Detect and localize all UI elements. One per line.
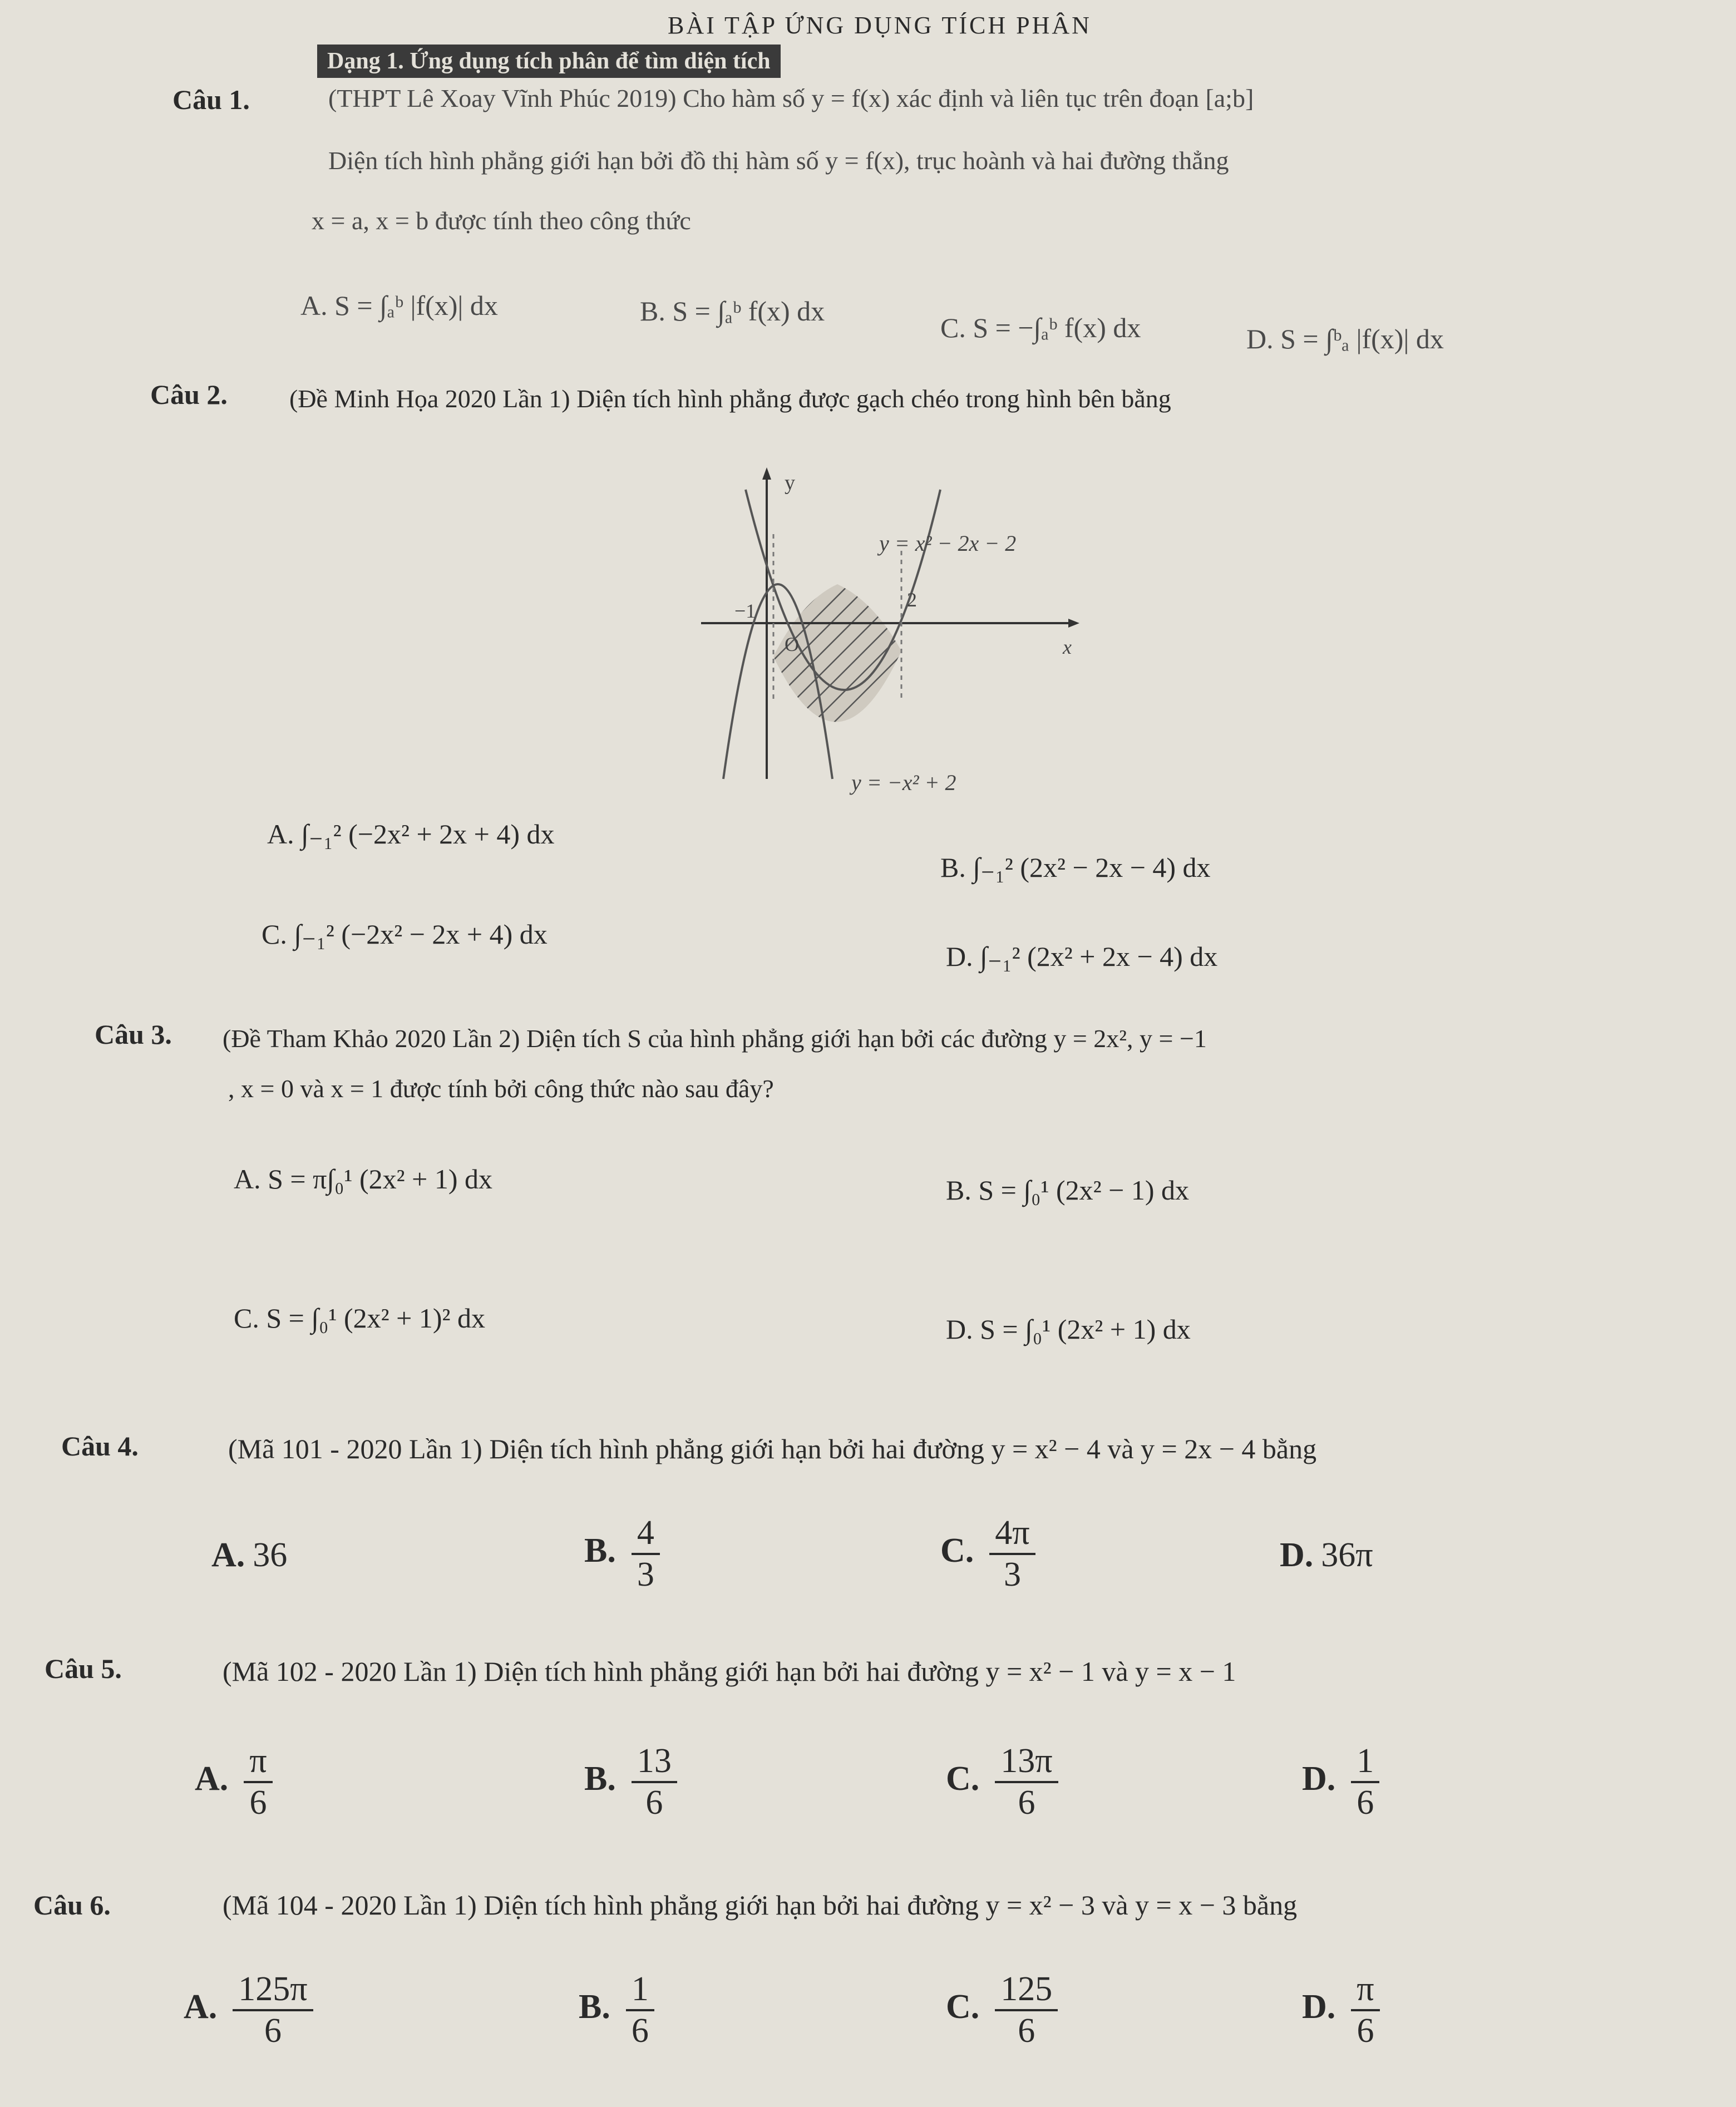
q6-text: (Mã 104 - 2020 Lần 1) Diện tích hình phẳng giới hạn bởi hai đường y = x² − 3 và y = x − 3 bằng bbox=[223, 1889, 1298, 1921]
q5-option-d-fraction: $\frac{1}{6}$ bbox=[1351, 1741, 1379, 1823]
q4-option-d-letter: D. bbox=[1280, 1536, 1314, 1574]
q2-option-c[interactable]: C. ∫₋₁² (−2x² − 2x + 4) dx bbox=[262, 919, 548, 950]
q5-option-a[interactable] bbox=[195, 1741, 273, 1823]
q6-option-b-fraction: $\frac{1}{6}$ bbox=[626, 1970, 654, 2051]
q5-text: (Mã 102 - 2020 Lần 1) Diện tích hình phẳng giới hạn bởi hai đường y = x² − 1 và y = x − 1 bbox=[223, 1656, 1236, 1687]
q5-option-a-fraction: $\frac{\pi}{6}$ bbox=[244, 1741, 272, 1823]
curve2-label: y = −x² + 2 bbox=[851, 770, 956, 795]
q1-option-c[interactable]: C. S = −∫ₐᵇ f(x) dx bbox=[940, 312, 1141, 343]
q4-label: Câu 4. bbox=[61, 1430, 139, 1462]
q1-text-line3: x = a, x = b được tính theo công thức bbox=[312, 206, 691, 235]
q6-option-c-fraction: $\frac{125}{6}$ bbox=[995, 1970, 1058, 2051]
q4-option-c[interactable] bbox=[940, 1513, 1035, 1595]
q6-option-d-letter: D. bbox=[1302, 1988, 1336, 2026]
q3-option-c[interactable]: C. S = ∫₀¹ (2x² + 1)² dx bbox=[234, 1302, 485, 1334]
q6-option-b-letter: B. bbox=[579, 1988, 610, 2026]
q6-option-a[interactable] bbox=[184, 1970, 313, 2051]
q4-option-a[interactable] bbox=[211, 1536, 287, 1575]
curve1-label: y = x² − 2x − 2 bbox=[879, 531, 1017, 556]
q4-option-d[interactable] bbox=[1280, 1536, 1373, 1575]
q3-label: Câu 3. bbox=[95, 1019, 172, 1050]
q5-option-b[interactable] bbox=[584, 1741, 677, 1823]
worksheet-title: BÀI TẬP ỨNG DỤNG TÍCH PHÂN bbox=[668, 12, 1092, 39]
x-axis-label: x bbox=[1063, 636, 1072, 658]
origin-label: O bbox=[785, 633, 799, 655]
q5-option-c-letter: C. bbox=[946, 1760, 980, 1798]
q4-option-c-letter: C. bbox=[940, 1532, 974, 1570]
section-heading: Dạng 1. Ứng dụng tích phân để tìm diện tích bbox=[317, 45, 781, 78]
q5-option-b-fraction: $\frac{13}{6}$ bbox=[632, 1741, 677, 1823]
q5-option-c[interactable] bbox=[946, 1741, 1058, 1823]
q4-option-b-letter: B. bbox=[584, 1532, 616, 1570]
q6-option-a-fraction: $\frac{125\pi}{6}$ bbox=[233, 1970, 313, 2051]
q3-option-b[interactable]: B. S = ∫₀¹ (2x² − 1) dx bbox=[946, 1175, 1189, 1206]
tick-neg1: −1 bbox=[734, 600, 756, 622]
q5-option-d-letter: D. bbox=[1302, 1760, 1336, 1798]
q4-option-d-value: 36π bbox=[1321, 1536, 1373, 1574]
q6-option-c-letter: C. bbox=[946, 1988, 980, 2026]
q1-text-line2: Diện tích hình phẳng giới hạn bởi đồ thị hàm số y = f(x), trục hoành và hai đường thẳng bbox=[328, 146, 1229, 175]
q5-option-c-fraction: $\frac{13\pi}{6}$ bbox=[995, 1741, 1058, 1823]
q6-option-a-letter: A. bbox=[184, 1988, 218, 2026]
q4-text: (Mã 101 - 2020 Lần 1) Diện tích hình phẳng giới hạn bởi hai đường y = x² − 4 và y = 2x − 4 bằng bbox=[228, 1433, 1317, 1464]
q5-label: Câu 5. bbox=[45, 1653, 122, 1684]
q1-option-b[interactable]: B. S = ∫ₐᵇ f(x) dx bbox=[640, 295, 825, 327]
q3-option-a[interactable]: A. S = π∫₀¹ (2x² + 1) dx bbox=[234, 1163, 492, 1195]
q5-option-b-letter: B. bbox=[584, 1760, 616, 1798]
tick-2: 2 bbox=[907, 589, 917, 611]
q4-option-a-letter: A. bbox=[211, 1536, 245, 1574]
q4-option-a-value: 36 bbox=[253, 1536, 288, 1574]
q3-text-line1: (Đề Tham Khảo 2020 Lần 2) Diện tích S của hình phẳng giới hạn bởi các đường y = 2x², y = −1 bbox=[223, 1024, 1207, 1053]
q6-option-d-fraction: $\frac{\pi}{6}$ bbox=[1351, 1970, 1379, 2051]
q4-option-c-fraction: $\frac{4\pi}{3}$ bbox=[989, 1513, 1035, 1595]
q6-option-b[interactable] bbox=[579, 1970, 654, 2051]
q4-option-b[interactable] bbox=[584, 1513, 660, 1595]
q3-text-line2: , x = 0 và x = 1 được tính bởi công thức nào sau đây? bbox=[228, 1074, 774, 1103]
q2-graph bbox=[679, 467, 1102, 801]
q2-text: (Đề Minh Họa 2020 Lần 1) Diện tích hình phẳng được gạch chéo trong hình bên bằng bbox=[289, 384, 1171, 413]
q3-option-d[interactable]: D. S = ∫₀¹ (2x² + 1) dx bbox=[946, 1314, 1191, 1345]
q6-label: Câu 6. bbox=[33, 1889, 111, 1921]
q1-label: Câu 1. bbox=[172, 84, 250, 115]
q2-option-d[interactable]: D. ∫₋₁² (2x² + 2x − 4) dx bbox=[946, 941, 1218, 972]
q1-text-line1: (THPT Lê Xoay Vĩnh Phúc 2019) Cho hàm số y = f(x) xác định và liên tục trên đoạn [a;b] bbox=[328, 84, 1254, 112]
q4-option-b-fraction: $\frac{4}{3}$ bbox=[632, 1513, 660, 1595]
q5-option-d[interactable] bbox=[1302, 1741, 1379, 1823]
q2-label: Câu 2. bbox=[150, 379, 228, 410]
q5-option-a-letter: A. bbox=[195, 1760, 229, 1798]
q2-option-b[interactable]: B. ∫₋₁² (2x² − 2x − 4) dx bbox=[940, 852, 1211, 883]
q6-option-c[interactable] bbox=[946, 1970, 1058, 2051]
q2-option-a[interactable]: A. ∫₋₁² (−2x² + 2x + 4) dx bbox=[267, 818, 555, 850]
q6-option-d[interactable] bbox=[1302, 1970, 1380, 2051]
q1-option-d[interactable]: D. S = ∫ᵇₐ |f(x)| dx bbox=[1246, 323, 1444, 354]
q1-option-a[interactable]: A. S = ∫ₐᵇ |f(x)| dx bbox=[300, 290, 498, 321]
y-axis-label: y bbox=[785, 471, 795, 495]
